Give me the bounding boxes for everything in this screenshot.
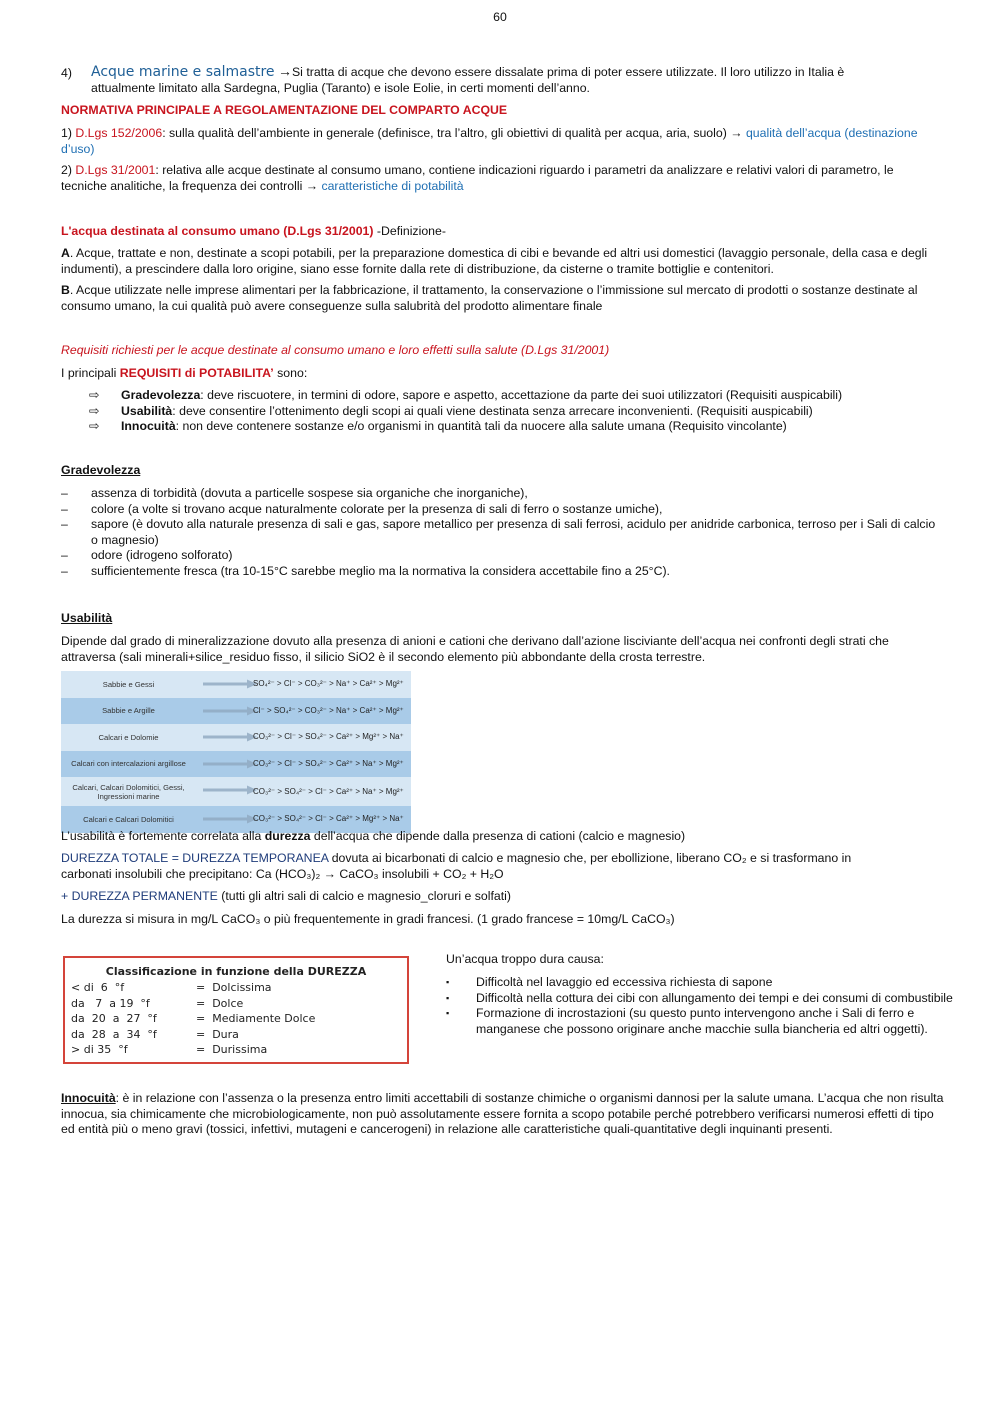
list-item bbox=[446, 1006, 971, 1037]
mineral-table bbox=[61, 671, 411, 833]
law-link[interactable]: D.Lgs 31/2001 bbox=[75, 163, 156, 177]
definizione-heading-line bbox=[61, 224, 941, 240]
item4-text: Si tratta di acque che devono essere dissalate prima di poter essere utilizzate. Il loro utilizzo in Italia è bbox=[291, 65, 845, 79]
ion-sequence: SO₄²⁻ > Cl⁻ > CO₃²⁻ > Na⁺ > Ca²⁺ > Mg²⁺ bbox=[253, 679, 404, 689]
list-item bbox=[446, 975, 971, 991]
hardness-row bbox=[71, 1042, 267, 1058]
list-item bbox=[61, 419, 951, 435]
item-number: 1) bbox=[61, 126, 76, 140]
item-text: Difficoltà nel lavaggio ed eccessiva richiesta di sapone bbox=[476, 975, 773, 989]
arrow-right-icon bbox=[203, 732, 258, 742]
arrow-right-icon bbox=[203, 679, 258, 689]
hardness-label: = Durissima bbox=[196, 1043, 268, 1056]
mineral-row bbox=[61, 698, 411, 725]
item-text: sapore (è dovuto alla naturale presenza di sali e gas, sapore metallico per presenza di sali ferrosi, acidulo per anidride carbonica, terroso per i Sali di calcio o magnesio) bbox=[91, 517, 936, 547]
durezza-bold: durezza bbox=[264, 829, 311, 843]
list-item bbox=[61, 404, 951, 420]
item-text: Difficoltà nella cottura dei cibi con allungamento dei tempi e dei consumi di combustibile bbox=[476, 990, 953, 1005]
label-a: A bbox=[61, 246, 70, 260]
requisiti-heading: Requisiti richiesti per le acque destinate al consumo umano e loro effetti sulla salute (D.Lgs 31/2001) bbox=[61, 343, 610, 357]
item4-number: 4) bbox=[61, 66, 72, 80]
hardness-label: = Dolce bbox=[196, 996, 244, 1010]
item4-title: Acque marine e salmastre bbox=[91, 64, 275, 80]
hardness-classification-box bbox=[63, 956, 409, 1064]
usabilita-text: Dipende dal grado di mineralizzazione dovuto alla presenza di anioni e cationi che derivano dall’azione lisciviante dell’acqua nei confronti degli strati che attraversa (sali minerali+silice_residuo fisso, il silicio SiO2 è il secondo elemento più abbondante della crosta terrestre. bbox=[61, 634, 889, 664]
ion-sequence: CO₃²⁻ > Cl⁻ > SO₄²⁻ > Ca²⁺ > Na⁺ > Mg²⁺ bbox=[253, 758, 404, 768]
rock-type: Calcari e Dolomie bbox=[98, 732, 159, 742]
definizione-a-text: . Acque, trattate e non, destinate a scopi potabili, per la preparazione domestica di cibi e bevande ed altri usi domestici (lavaggio personale, della casa e degli indumenti), a prescindere dalla loro origine, siano esse fornite dalla rete di distribuzione, da cisterne o tramite bottiglie e contenitori. bbox=[61, 246, 928, 276]
list-item bbox=[61, 564, 941, 580]
innocuita-text: : è in relazione con l’assenza o la presenza entro limiti accettabili di sostanze chimiche o organismi dannosi per la salute umana. L’acqua che non risulta innocua, sia chimicamente che microbiologicamente, non può assolutamente essere fornita a scopo potabile perché potrebbero verificarsi numerosi effetti di tipo ed entità più o meno gravi (tossici, infettivi, mutageni e cancerogeni) in relazione alle caratteristiche quali-quantitative degli inquinanti presenti. bbox=[61, 1091, 944, 1137]
bullet-marker: ▪ bbox=[446, 992, 450, 1003]
rock-type: Sabbie e Argille bbox=[102, 706, 155, 716]
requisiti-intro bbox=[61, 366, 941, 382]
list-item bbox=[61, 486, 941, 502]
item-text: assenza di torbidità (dovuta a particelle sospese sia organiche che inorganiche), bbox=[91, 486, 528, 500]
rock-type: Calcari, Calcari Dolomitici, Gessi, Ingressioni marine bbox=[72, 782, 185, 801]
term: Gradevolezza bbox=[121, 388, 201, 402]
law-link[interactable]: D.Lgs 152/2006 bbox=[75, 126, 163, 140]
term-text: : deve consentire l’ottenimento degli scopi ai quali viene destinata senza arrecare inconvenienti. (Requisiti auspicabili) bbox=[172, 403, 813, 418]
ion-sequence: Cl⁻ > SO₄²⁻ > CO₃²⁻ > Na⁺ > Ca²⁺ > Mg²⁺ bbox=[253, 705, 404, 715]
item-number: 2) bbox=[61, 163, 76, 177]
arrow-icon: → bbox=[277, 63, 292, 79]
mineral-row bbox=[61, 777, 411, 806]
list-item bbox=[61, 517, 941, 548]
dash-marker: – bbox=[61, 486, 68, 500]
page-number: 60 bbox=[493, 10, 507, 24]
hardness-row bbox=[71, 980, 272, 996]
requisiti-list bbox=[61, 388, 951, 435]
durezza-totale bbox=[61, 851, 961, 882]
arrow-right-icon: ⇨ bbox=[89, 388, 100, 402]
item4-block bbox=[91, 64, 951, 96]
hardness-row bbox=[71, 996, 243, 1012]
dash-marker: – bbox=[61, 517, 68, 532]
item-text: sufficientemente fresca (tra 10-15°C sarebbe meglio ma la normativa la considera accettabile fino a 25°C). bbox=[91, 563, 670, 578]
acqua-dura-intro: Un’acqua troppo dura causa: bbox=[446, 952, 604, 966]
list-item bbox=[446, 991, 971, 1007]
term-text: : non deve contenere sostanze e/o organismi in quantità tali da nuocere alla salute umana (Requisito vincolante) bbox=[175, 419, 787, 434]
term: Innocuità bbox=[121, 419, 176, 434]
arrow-right-icon bbox=[203, 814, 258, 824]
arrow-right-icon bbox=[203, 785, 258, 795]
topic-link: qualità dell’acqua (destinazione d’uso) bbox=[61, 126, 918, 156]
durezza-permanente bbox=[61, 889, 941, 905]
gradevolezza-heading: Gradevolezza bbox=[61, 463, 141, 477]
arrow-right-icon bbox=[203, 706, 258, 716]
durezza-post: dell’acqua che dipende dalla presenza di cationi (calcio e magnesio) bbox=[310, 829, 686, 843]
definizione-heading: L'acqua destinata al consumo umano (D.Lgs 31/2001) bbox=[61, 224, 374, 238]
hardness-label: = Mediamente Dolce bbox=[196, 1012, 316, 1025]
durezza-pre: L’usabilità è fortemente correlata alla bbox=[61, 829, 265, 843]
hardness-range: > di 35 °f bbox=[71, 1043, 128, 1056]
list-item bbox=[61, 388, 951, 404]
durezza-permanente-label: + DUREZZA PERMANENTE bbox=[61, 889, 218, 903]
durezza-totale-text: dovuta ai bicarbonati di calcio e magnesio che, per ebollizione, liberano CO₂ e si trasformano in bbox=[328, 851, 852, 865]
rock-type: Calcari con intercalazioni argillose bbox=[71, 759, 186, 769]
gradevolezza-list bbox=[61, 486, 941, 580]
term-text: : deve riscuotere, in termini di odore, sapore e aspetto, accettazione da parte dei suoi utilizzatori (Requisiti auspicabili) bbox=[200, 388, 843, 402]
durezza-text bbox=[61, 829, 941, 845]
hardness-row bbox=[71, 1011, 315, 1027]
arrow-right-icon: ⇨ bbox=[89, 419, 100, 434]
normativa-item-2 bbox=[61, 163, 941, 194]
mineral-row bbox=[61, 751, 411, 778]
hardness-label: = Dura bbox=[196, 1027, 239, 1041]
usabilita-heading: Usabilità bbox=[61, 611, 113, 625]
hardness-row bbox=[71, 1027, 239, 1043]
item-text: Formazione di incrostazioni (su questo punto intervengono anche i Sali di ferro e manganese che possono originare anche macchie sulla biancheria ed altri oggetti). bbox=[476, 1006, 928, 1036]
intro-text-end: sono: bbox=[273, 366, 308, 380]
normativa-heading: NORMATIVA PRINCIPALE A REGOLAMENTAZIONE DEL COMPARTO ACQUE bbox=[61, 103, 508, 117]
dash-marker: – bbox=[61, 563, 68, 578]
bullet-marker: ▪ bbox=[446, 1008, 450, 1019]
hardness-range: da 28 a 34 °f bbox=[71, 1027, 157, 1041]
hardness-range: da 20 a 27 °f bbox=[71, 1012, 157, 1025]
durezza-totale-label: DUREZZA TOTALE = DUREZZA TEMPORANEA bbox=[61, 851, 329, 865]
rock-type: Sabbie e Gessi bbox=[102, 679, 155, 689]
durezza-totale-text-2: carbonati insolubili che precipitano: Ca (HCO₃)₂ → CaCO₃ insolubili + CO₂ + H₂O bbox=[61, 866, 504, 881]
ion-sequence: CO₃²⁻ > SO₄²⁻ > Cl⁻ > Ca²⁺ > Na⁺ > Mg²⁺ bbox=[253, 786, 404, 796]
definizione-suffix: -Definizione- bbox=[373, 224, 446, 238]
item4-text-2: attualmente limitato alla Sardegna, Puglia (Taranto) e isole Eolie, in certi momenti dell’anno. bbox=[91, 80, 590, 95]
normativa-item-1 bbox=[61, 126, 941, 157]
item-text: odore (idrogeno solforato) bbox=[91, 548, 233, 563]
dash-marker: – bbox=[61, 501, 68, 516]
definizione-b bbox=[61, 283, 941, 314]
item-text: colore (a volte si trovano acque naturalmente colorate per la presenza di sali di ferro o sostanze umiche), bbox=[91, 501, 663, 516]
arrow-right-icon: ⇨ bbox=[89, 403, 100, 418]
durezza-permanente-text: (tutti gli altri sali di calcio e magnesio_cloruri e solfati) bbox=[217, 889, 512, 903]
hardness-range: < di 6 °f bbox=[71, 981, 125, 994]
item-text: : relativa alle acque destinate al consumo umano, contiene indicazioni riguardo i parametri da analizzare e relativi valori di parametro, le tecniche analitiche, la frequenza dei controlli → bbox=[61, 163, 894, 193]
bullet-marker: ▪ bbox=[446, 977, 450, 987]
item-text: : sulla qualità dell’ambiente in generale (definisce, tra l’altro, gli obiettivi di qualità per acqua, aria, suolo) → bbox=[162, 126, 746, 140]
rock-type: Calcari e Calcari Dolomitici bbox=[83, 814, 174, 824]
innocuita-heading: Innocuità bbox=[61, 1091, 116, 1105]
list-item bbox=[61, 548, 941, 564]
durezza-misura: La durezza si misura in mg/L CaCO₃ o più frequentemente in gradi francesi. (1 grado francese = 10mg/L CaCO₃) bbox=[61, 912, 675, 926]
arrow-right-icon bbox=[203, 759, 258, 769]
innocuita-paragraph bbox=[61, 1091, 946, 1138]
hardness-label: = Dolcissima bbox=[196, 981, 272, 994]
hardness-range: da 7 a 19 °f bbox=[71, 996, 150, 1010]
hardness-title: Classificazione in funzione della DUREZZA bbox=[105, 965, 367, 978]
mineral-row bbox=[61, 671, 411, 698]
definizione-a bbox=[61, 246, 941, 277]
mineral-row bbox=[61, 724, 411, 751]
dash-marker: – bbox=[61, 548, 68, 563]
ion-sequence: CO₃²⁻ > SO₄²⁻ > Cl⁻ > Ca²⁺ > Mg²⁺ > Na⁺ bbox=[253, 814, 404, 824]
ion-sequence: CO₃²⁻ > Cl⁻ > SO₄²⁻ > Ca²⁺ > Mg²⁺ > Na⁺ bbox=[253, 732, 404, 742]
topic-link: caratteristiche di potabilità bbox=[321, 178, 464, 193]
requisiti-bold: REQUISITI di POTABILITA’ bbox=[119, 366, 274, 380]
list-item bbox=[61, 502, 941, 518]
definizione-b-text: . Acque utilizzate nelle imprese alimentari per la fabbricazione, il trattamento, la conservazione o l’immissione sul mercato di prodotti o sostanze destinate al consumo umano, la cui qualità può avere conseguenze sulla salubrità del prodotto alimentare finale bbox=[61, 283, 918, 313]
intro-text: I principali bbox=[61, 366, 120, 380]
acqua-dura-list bbox=[446, 975, 971, 1037]
term: Usabilità bbox=[121, 403, 173, 418]
label-b: B bbox=[61, 283, 70, 297]
